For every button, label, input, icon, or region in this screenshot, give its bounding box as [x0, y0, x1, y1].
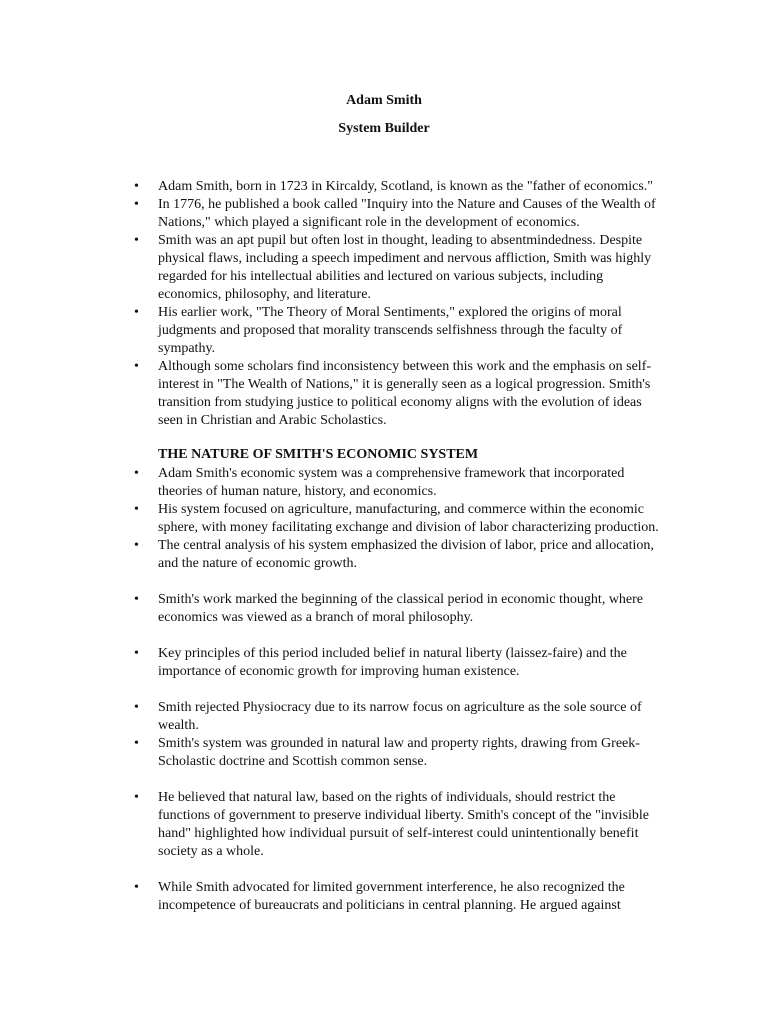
- list-item-text: His system focused on agriculture, manufacturing, and commerce within the economic sphere, with money facilitating exchange and division of labor characterizing production.: [158, 502, 659, 535]
- bullet-icon: •: [134, 466, 139, 481]
- bullet-icon: •: [134, 736, 139, 751]
- list-item-text: Smith was an apt pupil but often lost in thought, leading to absentmindedness. Despite physical flaws, including a speech impediment and nervous affliction, Smith was highly regarded for his intellectual abilities and lectured on various subjects, including economics, philosophy, and literature.: [158, 233, 652, 302]
- section-heading: THE NATURE OF SMITH'S ECONOMIC SYSTEM: [158, 447, 479, 462]
- bullet-icon: •: [134, 359, 139, 374]
- list-item-text: Smith's system was grounded in natural law and property rights, drawing from Greek-Scholastic doctrine and Scottish common sense.: [158, 736, 640, 769]
- list-item-text: While Smith advocated for limited government interference, he also recognized the incompetence of bureaucrats and politicians in central planning. He argued against: [158, 880, 625, 913]
- list-item-text: Although some scholars find inconsistency between this work and the emphasis on self-interest in "The Wealth of Nations," it is generally seen as a logical progression. Smith's transition from studying justice to political economy aligns with the evolution of ideas seen in Christian and Arabic Scholastics.: [158, 359, 652, 428]
- bullet-icon: •: [134, 538, 139, 553]
- bullet-icon: •: [134, 233, 139, 248]
- list-item: [130, 537, 660, 573]
- list-item: [130, 879, 660, 915]
- list-item: [130, 196, 660, 232]
- section-bullet-list: [130, 465, 660, 915]
- list-item: [130, 789, 660, 861]
- bullet-icon: •: [134, 305, 139, 320]
- list-item: [130, 591, 660, 627]
- list-item-text: The central analysis of his system emphasized the division of labor, price and allocation, and the nature of economic growth.: [158, 538, 654, 571]
- document-subtitle: System Builder: [338, 121, 430, 136]
- list-item: [130, 465, 660, 501]
- list-item-text: Key principles of this period included belief in natural liberty (laissez-faire) and the importance of economic growth for improving human existence.: [158, 646, 627, 679]
- list-item-text: In 1776, he published a book called "Inquiry into the Nature and Causes of the Wealth of Nations," which played a significant role in the development of economics.: [158, 197, 656, 230]
- bullet-icon: •: [134, 197, 139, 212]
- intro-bullet-list: [130, 178, 660, 430]
- list-item-text: Adam Smith's economic system was a comprehensive framework that incorporated theories of human nature, history, and economics.: [158, 466, 625, 499]
- bullet-icon: •: [134, 880, 139, 895]
- list-item-text: Smith's work marked the beginning of the classical period in economic thought, where economics was viewed as a branch of moral philosophy.: [158, 592, 644, 625]
- list-item-text: Smith rejected Physiocracy due to its narrow focus on agriculture as the sole source of wealth.: [158, 700, 642, 733]
- bullet-icon: •: [134, 179, 139, 194]
- bullet-icon: •: [134, 700, 139, 715]
- list-item: [130, 699, 660, 735]
- list-item: [130, 232, 660, 304]
- list-item: [130, 501, 660, 537]
- list-item: [130, 645, 660, 681]
- bullet-icon: •: [134, 502, 139, 517]
- bullet-icon: •: [134, 646, 139, 661]
- bullet-icon: •: [134, 592, 139, 607]
- bullet-icon: •: [134, 790, 139, 805]
- list-item-text: Adam Smith, born in 1723 in Kircaldy, Scotland, is known as the "father of economics.": [158, 179, 653, 194]
- list-item-text: His earlier work, "The Theory of Moral Sentiments," explored the origins of moral judgments and proposed that morality transcends selfishness through the faculty of sympathy.: [158, 305, 623, 356]
- document-title: Adam Smith: [346, 93, 422, 108]
- list-item: [130, 358, 660, 430]
- list-item: [130, 304, 660, 358]
- list-item: [130, 735, 660, 771]
- list-item: [130, 178, 660, 196]
- list-item-text: He believed that natural law, based on the rights of individuals, should restrict the functions of government to preserve individual liberty. Smith's concept of the "invisible hand" highlighted how individual pursuit of self-interest could unintentionally benefit society as a whole.: [158, 790, 650, 859]
